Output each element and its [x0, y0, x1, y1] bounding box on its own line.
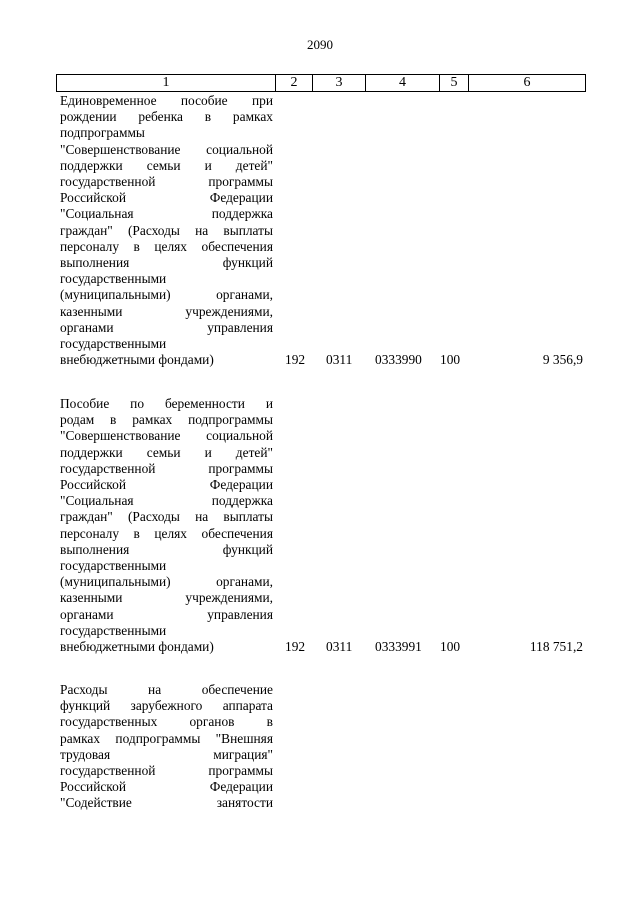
row-description: Расходы на обеспечение функций зарубежного аппарата государственных органов в рамках подпрограммы "Внешняя трудовая миграция" государственной программы Российской Федерации "Содействие занятости: [60, 682, 273, 811]
expense-type-code: 100: [440, 352, 461, 368]
column-header-5: 5: [440, 75, 469, 92]
section-code: 0311: [326, 639, 353, 655]
ministry-code: 192: [285, 352, 306, 368]
section-code: 0311: [326, 352, 353, 368]
target-code: 0333990: [375, 352, 422, 368]
page-number: 2090: [307, 37, 333, 52]
column-header-6: 6: [469, 75, 586, 92]
target-code: 0333991: [375, 639, 422, 655]
column-header-row: [56, 74, 586, 92]
amount: 9 356,9: [542, 352, 583, 368]
column-header-3: 3: [313, 75, 366, 92]
expense-type-code: 100: [440, 639, 461, 655]
amount: 118 751,2: [529, 639, 583, 655]
ministry-code: 192: [285, 639, 306, 655]
column-header-1: 1: [57, 75, 276, 92]
table-row: [60, 682, 585, 812]
row-description: Единовременное пособие при рождении ребенка в рамках подпрограммы "Совершенствование социальной поддержки семьи и детей" государственной программы Российской Федерации "Социальная поддержка граждан" (Расходы на выплаты персоналу в целях обеспечения выполнения функций государственными (муниципальными) органами, казенными учреждениями, органами управления государственными внебюджетными фондами): [60, 93, 273, 368]
column-header-4: 4: [366, 75, 440, 92]
table-row: [60, 93, 585, 368]
row-description: Пособие по беременности и родам в рамках подпрограммы "Совершенствование социальной поддержки семьи и детей" государственной программы Российской Федерации "Социальная поддержка граждан" (Расходы на выплаты персоналу в целях обеспечения выполнения функций государственными (муниципальными) органами, казенными учреждениями, органами управления государственными внебюджетными фондами): [60, 396, 273, 655]
column-header-2: 2: [276, 75, 313, 92]
table-row: [60, 396, 585, 655]
